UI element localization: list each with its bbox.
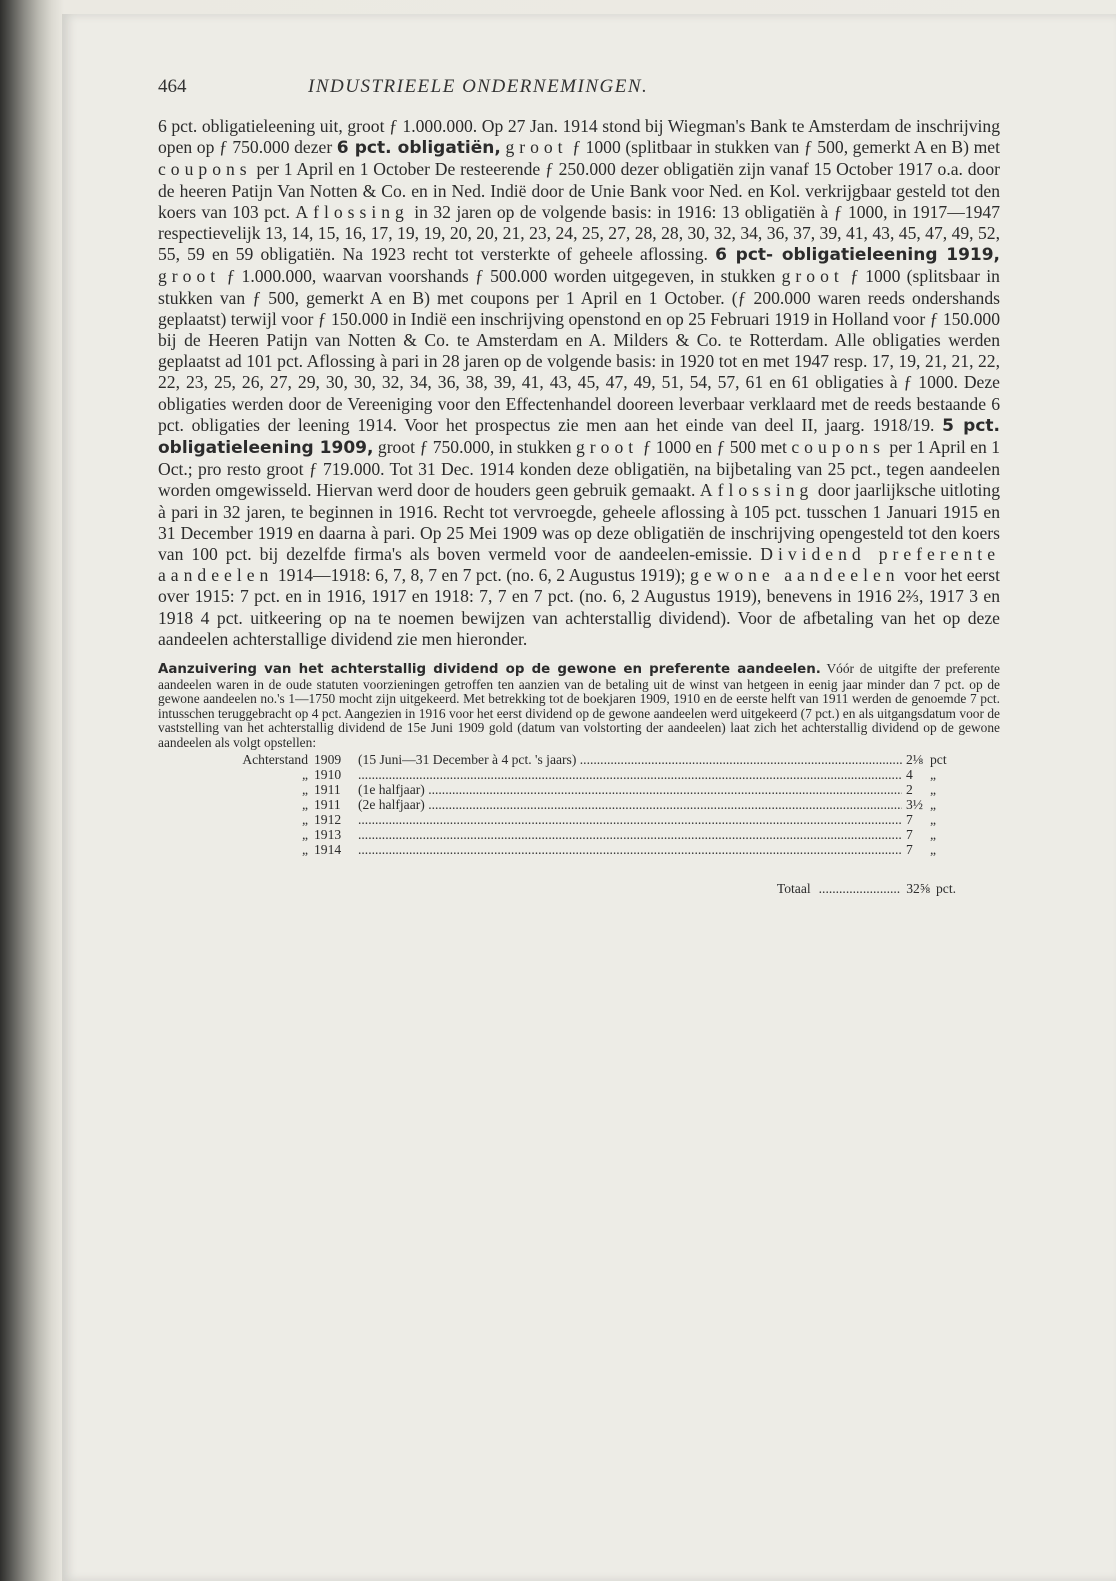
row-unit: pct [930,751,947,767]
row-label: Achterstand [242,751,308,767]
table-row [158,768,1000,783]
text-span: door jaarlijksche uitloting à pari in 32 jaren, te beginnen in 1916. Recht tot vervroegde, geheele aflossing à 105 pct. tusschen 1 Januari 1915 en 31 December 1919 en daarna à pari. Op 25 Mei 1909 was op deze obligatiën de inschrijving opengesteld tot den koers van 100 pct. bij dezelfde firma's als boven vermeld voor de aandeelen-emissie. [158,480,1000,565]
spaced-term: coupons [791,437,885,458]
row-unit: „ [930,781,937,797]
text-span: ƒ 1000 (splitsbaar in stukken van ƒ 500, gemerkt A en B) met coupons per 1 April en 1 October. (ƒ 200.000 waren reeds ondershands geplaatst) terwijl voor ƒ 150.000 in Indië een inschrijving openstond en op 25 Februari 1919 in Holland voor ƒ 150.000 bij de Heeren Patijn van Notten & Co. te Amsterdam en A. Milders & Co. te Rotterdam. Alle obligaties werden geplaatst ad 101 pct. Aflossing à pari in 28 jaren op de volgende basis: in 1920 tot en met 1947 resp. 17, 19, 21, 21, 22, 22, 23, 25, 26, 27, 29, 30, 30, 32, 34, 36, 38, 39, 41, 43, 45, 47, 49, 51, 54, 57, 61 en 61 obligaties à ƒ 1000. Deze obligaties werden door de Vereeniging voor den Effectenhandel dooreen leverbaar verklaard met de reeds bestaande 6 pct. obligaties der leening 1914. Voor het prospectus zie men aan het einde van deel II, jaarg. 1918/19. [158,266,1000,435]
row-description [358,753,902,768]
page-number: 464 [158,76,187,97]
row-label: „ [301,781,308,797]
row-year: 1913 [314,826,342,842]
text-span: ƒ 1000 (splitbaar in stukken van ƒ 500, gemerkt A en B) met [572,137,1000,158]
text-span: in 32 jaren op de volgende basis: in 1916: 13 obligatiën à ƒ 1000, in 1917—1947 respectievelijk 13, 14, 15, 16, 17, 19, 19, 20, 20, 21, 23, 24, 25, 27, 28, 28, 30, 32, 34, 36, 37, 39, 41, 43, 45, 47, 49, 52, 55, 59 en 59 obligatiën. Na 1923 recht tot versterkte of geheele aflossing. [158,201,1000,265]
row-value: 4 [906,766,913,782]
row-year: 1911 [314,781,341,797]
footnote-heading: Aanzuivering van het achterstallig dividend op de gewone en preferente aandeelen. [158,662,821,678]
row-description [358,783,902,798]
row-value: 7 [906,841,913,857]
row-label: „ [301,826,308,842]
row-label: „ [301,811,308,827]
spaced-term: coupons [158,159,252,180]
total-label: Totaal [776,880,811,896]
row-value: 7 [906,826,913,842]
heading-6pct-obligations: 6 pct. obligatiën, [336,138,501,159]
spaced-term: groot [158,266,221,287]
spaced-term: groot [576,437,639,458]
row-unit: „ [930,811,937,827]
footnote-text: Vóór de uitgifte der preferente aandeelen waren in de oude statuten voorzieningen getroffen ten aanzien van de betaling uit de winst van hetgeen in eenig jaar minder dan 7 pct. op de gewone aandeelen no.'s 1—1750 mocht zijn uitgekeerd. Met betrekking tot de boekjaren 1909, 1910 en de eerste helft van 1911 werden de genoemde 7 pct. intusschen teruggebracht op 4 pct. Aangezien in 1916 voor het eerst dividend op de gewone aandeelen werd uitgekeerd (7 pct.) en als uitgangsdatum voor de vaststelling van het achterstallig dividend de 15e Juni 1909 gold (datum van volstorting der aandeelen) laat zich het achterstallig dividend op de gewone aandeelen als volgt opstellen: [158,661,1000,751]
row-label: „ [301,766,308,782]
heading-5pct-loan-1909: 5 pct. obligatieleening 1909, [158,415,1000,459]
text-span: 6 pct. obligatieleening uit, groot ƒ 1.000.000. Op 27 Jan. 1914 stond bij Wiegman's Bank te Amsterdam de inschrijving open op ƒ 750.000 dezer [158,116,1000,158]
row-year: 1910 [314,766,342,782]
row-value: 2⅛ [906,751,923,767]
row-value: 3½ [906,796,923,812]
text-span: per 1 April en 1 Oct.; pro resto groot ƒ 719.000. Tot 31 Dec. 1914 konden deze obligatiën, na bijbetaling van 25 pct., tegen aandeelen worden omgewisseld. Hiervan werd door de houders geen gebruik gemaakt. [158,437,1000,501]
spaced-term: Dividend preferente aandeelen [158,544,1000,586]
row-label: „ [301,841,308,857]
row-description [358,843,902,858]
page [62,14,1116,1581]
row-desc-text: (1e halfjaar) [358,782,425,797]
row-description [358,828,902,843]
footnote-section [158,662,1000,751]
row-year: 1909 [314,751,342,767]
table-row [158,753,1000,768]
main-paragraph [158,116,1000,650]
spaced-term: Aflossing [295,201,409,222]
table-row [158,813,1000,828]
row-year: 1912 [314,811,342,827]
table-row [158,843,1000,858]
text-span: groot ƒ 750.000, in stukken [377,437,572,458]
page-content [158,76,1000,896]
row-year: 1911 [314,796,341,812]
leader-dots [819,882,901,897]
total-value: 32⅝ [906,880,930,896]
row-description [358,798,902,813]
arrears-table [158,753,1000,897]
text-span: ƒ 1000 en ƒ 500 met [642,437,787,458]
heading-6pct-loan-1919: 6 pct- obligatieleening 1919, [715,245,1001,266]
total-row [158,882,1000,897]
spaced-term: groot [781,266,844,287]
row-unit: „ [930,826,937,842]
spaced-term: gewone aandeelen [690,565,900,586]
row-desc-text: (15 Juni—31 December à 4 pct. 's jaars) [358,752,577,767]
table-row [158,798,1000,813]
text-span: per 1 April en 1 October De resteerende ƒ 250.000 dezer obligatiën zijn vanaf 15 October 1917 o.a. door de heeren Patijn Van Notten & Co. en in Ned. Indië door de Unie Bank voor Ned. en Kol. verkrijgbaar gesteld tot den koers van 103 pct. [158,159,1000,222]
row-desc-text: (2e halfjaar) [358,797,425,812]
row-unit: „ [930,766,937,782]
row-description [358,768,902,783]
row-description [358,813,902,828]
table-row [158,828,1000,843]
row-value: 7 [906,811,913,827]
spaced-term: groot [505,137,568,158]
running-header [158,76,1000,116]
row-unit: „ [930,841,937,857]
text-span: voor het eerst over 1915: 7 pct. en in 1916, 1917 en 1918: 7, 7 en 7 pct. (no. 6, 2 Augustus 1919), benevens in 1916 2⅔, 1917 3 en 1918 4 pct. uitkeering op na te noemen bewijzen van achterstallig dividend). Voor de afbetaling van het op deze aandeelen achterstallige dividend zie men hieronder. [158,565,1000,649]
spaced-term: Aflossing [699,480,814,501]
row-unit: „ [930,796,937,812]
row-year: 1914 [314,841,342,857]
total-unit: pct. [936,880,957,896]
text-span: 1914—1918: 6, 7, 8, 7 en 7 pct. (no. 6, 2 Augustus 1919); [277,565,686,586]
text-span: ƒ 1.000.000, waarvan voorshands ƒ 500.000 worden uitgegeven, in stukken [226,266,776,287]
running-title: INDUSTRIEELE ONDERNEMINGEN. [308,76,649,97]
table-row [158,783,1000,798]
row-label: „ [301,796,308,812]
row-value: 2 [906,781,913,797]
